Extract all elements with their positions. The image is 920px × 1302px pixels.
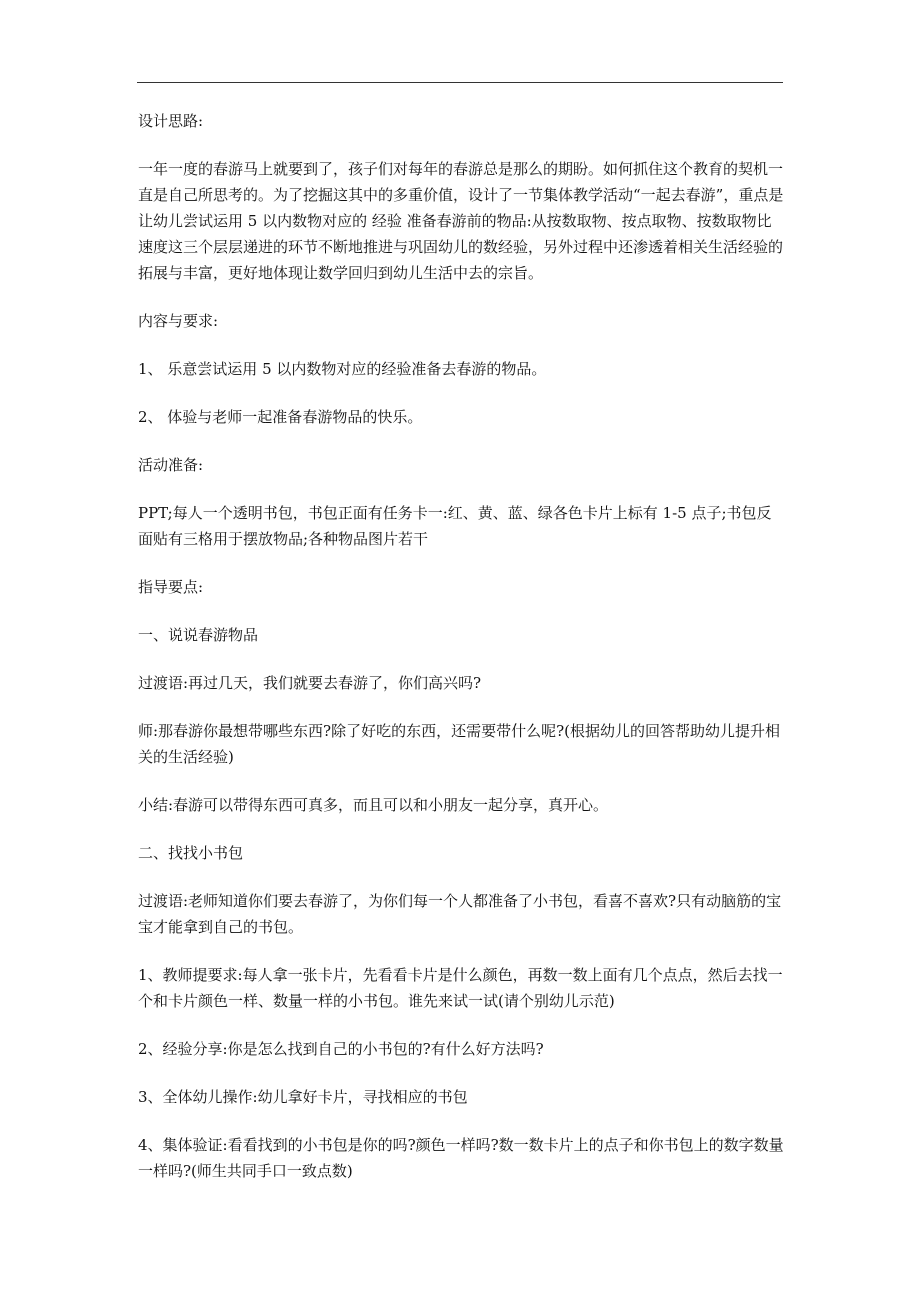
step-heading-2: 二、找找小书包 [138,844,244,862]
list-item-1: 1、教师提要求:每人拿一张卡片，先看看卡片是什么颜色，再数一数上面有几个点点，然后去找一个和卡片颜色一样、数量一样的小书包。谁先来试一试(请个别幼儿示范) [138,966,783,1010]
section-heading-guidance: 指导要点: [138,578,204,596]
step-heading-1: 一、说说春游物品 [138,626,259,644]
goal-item-2: 2、 体验与老师一起准备春游物品的快乐。 [138,408,423,426]
document-body [138,108,786,1206]
goal-item-1: 1、 乐意尝试运用 5 以内数物对应的经验准备去春游的物品。 [138,360,547,378]
list-item-2: 2、经验分享:你是怎么找到自己的小书包的?有什么好方法吗? [138,1040,544,1058]
paragraph-design-rationale: 一年一度的春游马上就要到了，孩子们对每年的春游总是那么的期盼。如何抓住这个教育的契机一直是自己所思考的。为了挖掘这其中的多重价值，设计了一节集体教学活动“一起去春游”，重点是让幼儿尝试运用 5 以内数物对应的 经验 准备春游前的物品:从按数取物、按点取物、按数取物比速度这三个层层递进的环节不断地推进与巩固幼儿的数经验，另外过程中还渗透着相关生活经验的拓展与丰富，更好地体现让数学回归到幼儿生活中去的宗旨。 [138,160,784,282]
list-item-3: 3、全体幼儿操作:幼儿拿好卡片，寻找相应的书包 [138,1088,468,1106]
section-heading-design: 设计思路: [138,112,204,130]
header-rule [137,82,783,83]
section-heading-preparation: 活动准备: [138,456,204,474]
list-item-4: 4、集体验证:看看找到的小书包是你的吗?颜色一样吗?数一数卡片上的点子和你书包上的数字数量一样吗?(师生共同手口一致点数) [138,1136,784,1180]
paragraph-transition-2: 过渡语:老师知道你们要去春游了，为你们每一个人都准备了小书包，看喜不喜欢?只有动脑筋的宝宝才能拿到自己的书包。 [138,892,782,936]
paragraph-summary: 小结:春游可以带得东西可真多，而且可以和小朋友一起分享，真开心。 [138,796,609,814]
paragraph-materials: PPT;每人一个透明书包，书包正面有任务卡一:红、黄、蓝、绿各色卡片上标有 1-5 点子;书包反面贴有三格用于摆放物品;各种物品图片若干 [138,504,772,548]
paragraph-transition-1: 过渡语:再过几天，我们就要去春游了，你们高兴吗? [138,674,482,692]
paragraph-teacher-question: 师:那春游你最想带哪些东西?除了好吃的东西，还需要带什么呢?(根据幼儿的回答帮助幼儿提升相关的生活经验) [138,722,780,766]
section-heading-content: 内容与要求: [138,312,219,330]
